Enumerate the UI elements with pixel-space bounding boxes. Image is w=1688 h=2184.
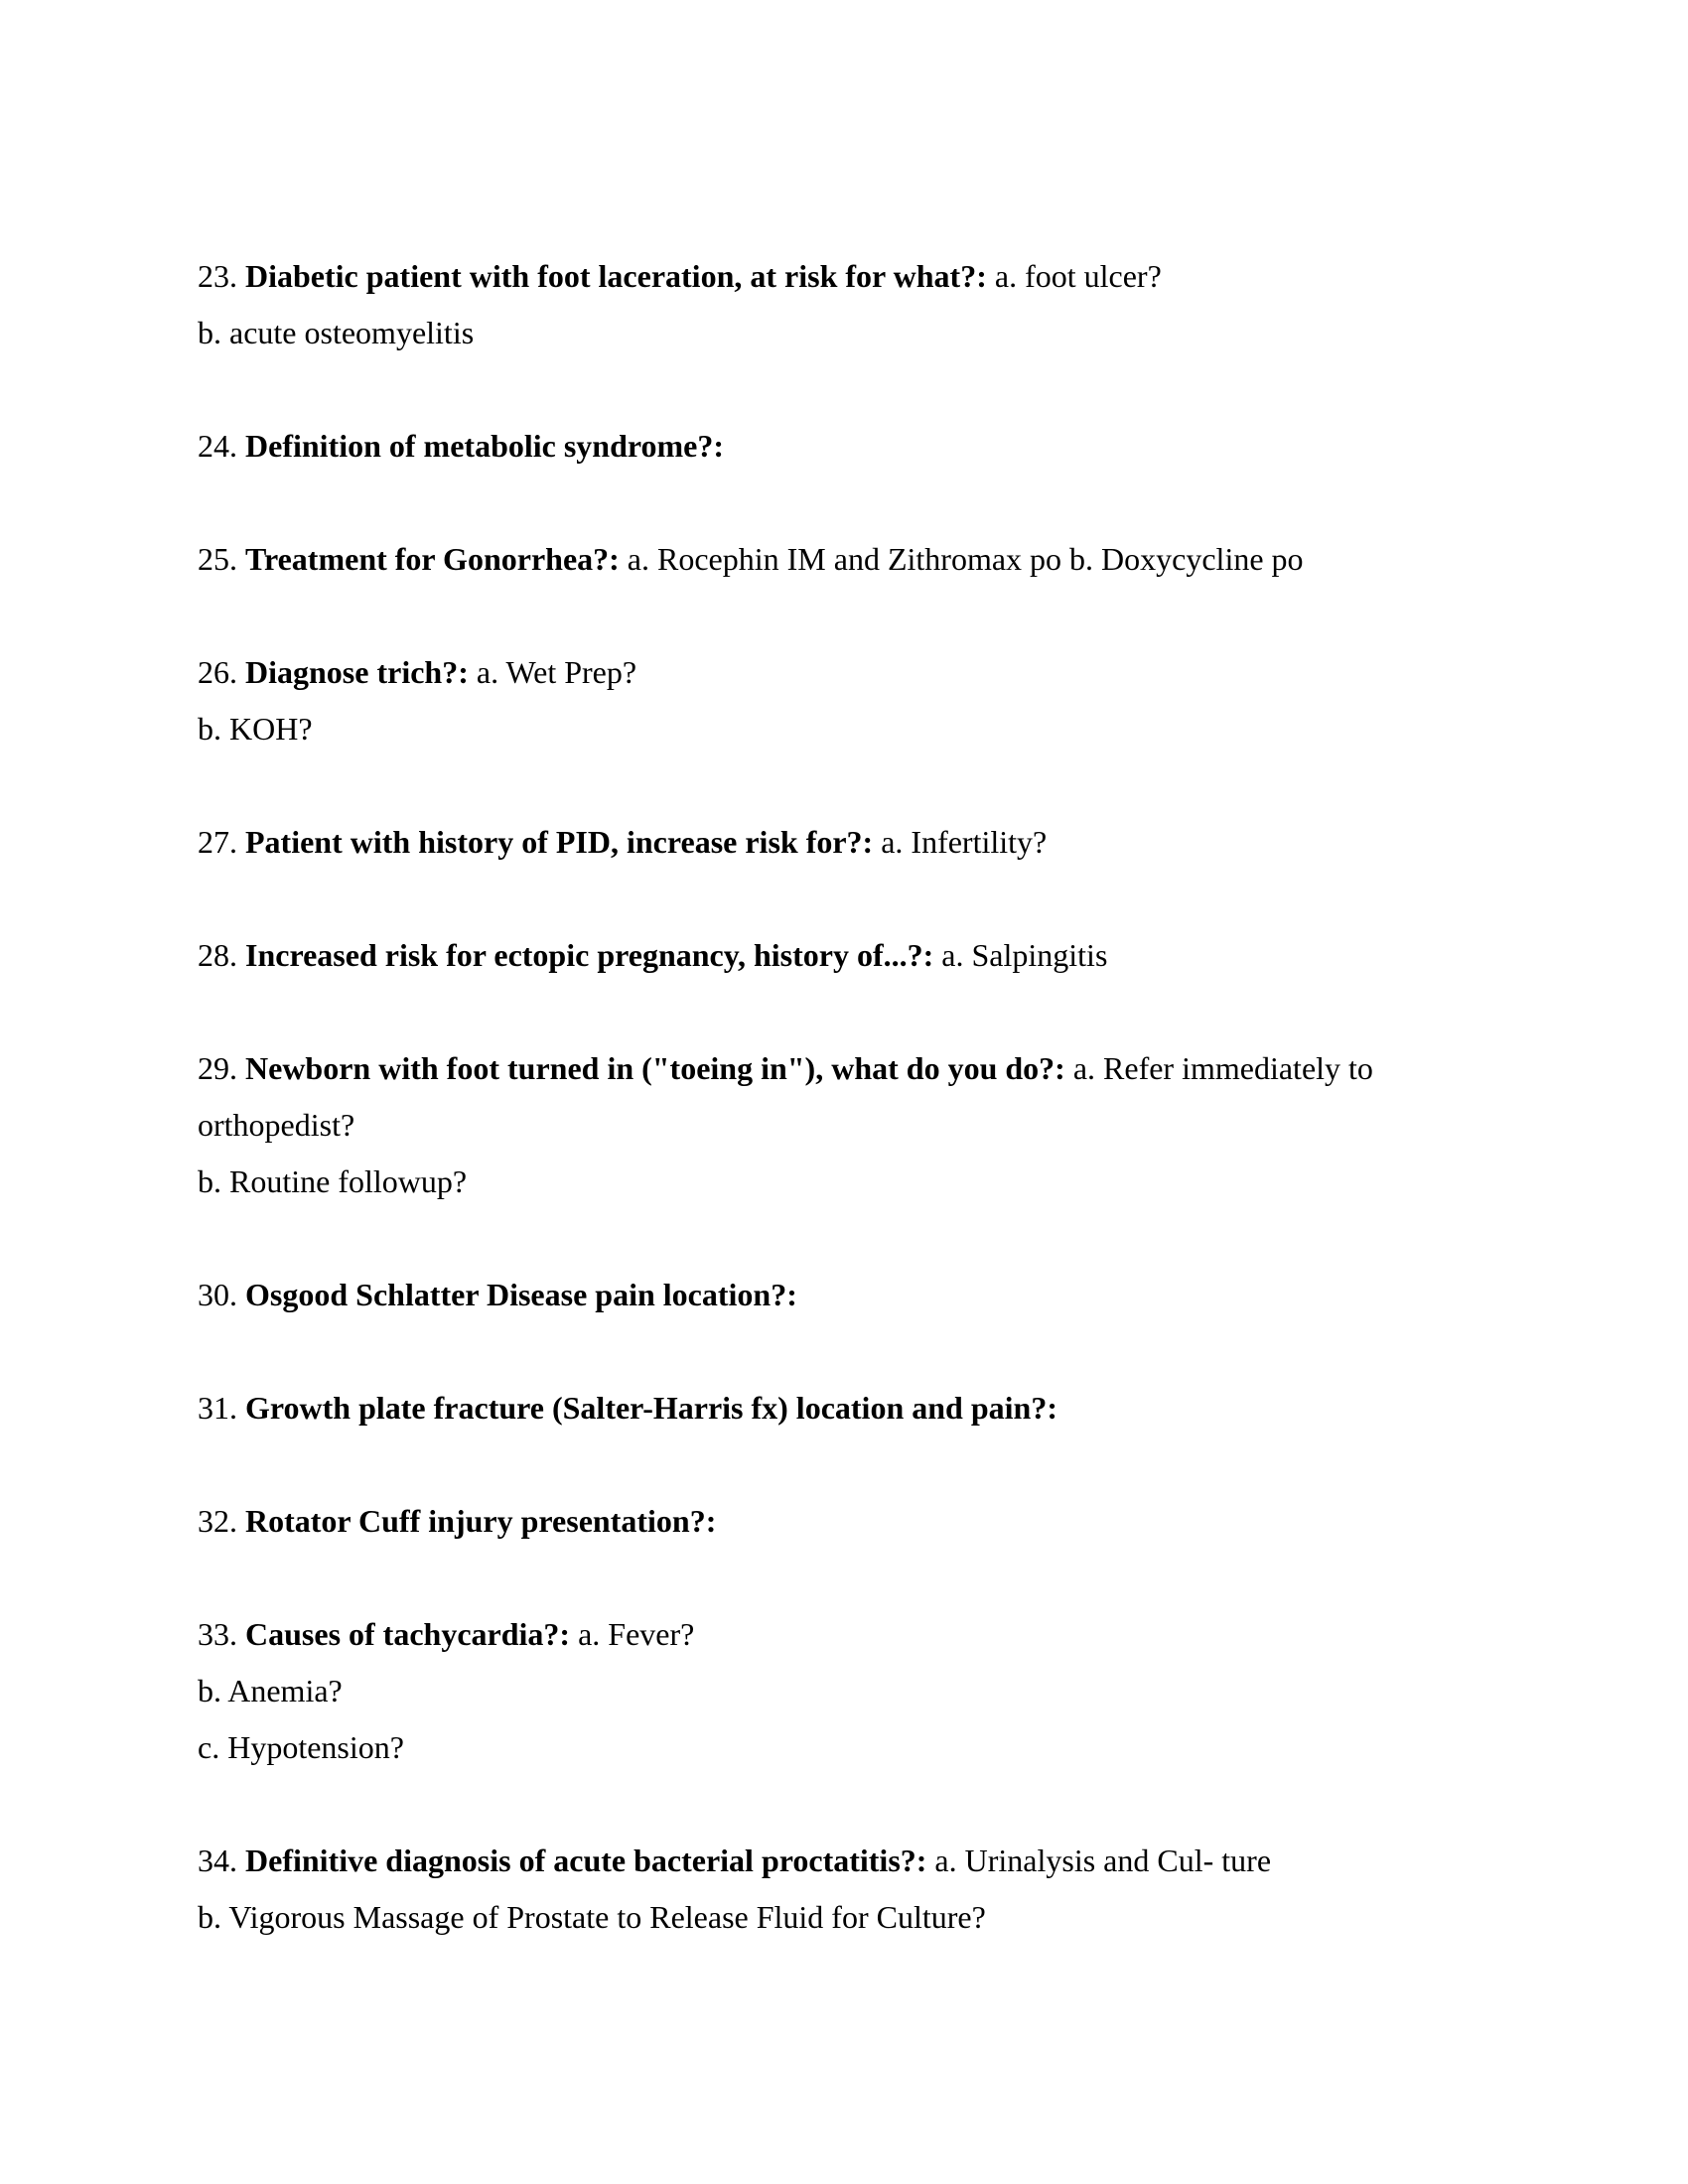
question-item-33 (198, 1606, 1488, 1776)
question-item-29 (198, 1040, 1488, 1210)
answer-option: a. Fever? (578, 1616, 695, 1652)
question-item-25 (198, 531, 1488, 588)
question-line (198, 1606, 1488, 1663)
question-item-32 (198, 1493, 1488, 1550)
question-text: Osgood Schlatter Disease pain location?: (245, 1277, 797, 1312)
question-text: Treatment for Gonorrhea?: (245, 541, 620, 577)
question-item-30 (198, 1267, 1488, 1323)
question-line (198, 1380, 1488, 1436)
question-number: 27. (198, 824, 237, 860)
question-list (198, 248, 1488, 2002)
question-text: Causes of tachycardia?: (245, 1616, 571, 1652)
question-text: Patient with history of PID, increase risk for?: (245, 824, 874, 860)
question-item-24 (198, 418, 1488, 475)
answer-option: a. Infertility? (881, 824, 1048, 860)
question-number: 23. (198, 258, 237, 294)
answer-option: a. Refer immediately to orthopedist? (198, 1050, 1373, 1143)
question-number: 34. (198, 1843, 237, 1878)
question-number: 32. (198, 1503, 237, 1539)
question-number: 33. (198, 1616, 237, 1652)
question-number: 25. (198, 541, 237, 577)
question-line (198, 1040, 1488, 1154)
question-item-28 (198, 927, 1488, 984)
question-item-27 (198, 814, 1488, 871)
question-text: Definition of metabolic syndrome?: (245, 428, 725, 464)
question-text: Diagnose trich?: (245, 654, 469, 690)
question-item-31 (198, 1380, 1488, 1436)
question-text: Growth plate fracture (Salter-Harris fx) location and pain?: (245, 1390, 1057, 1426)
answer-option: c. Hypotension? (198, 1729, 404, 1765)
question-text: Diabetic patient with foot laceration, at risk for what?: (245, 258, 987, 294)
answer-option: b. Anemia? (198, 1673, 343, 1708)
question-item-26 (198, 644, 1488, 757)
answer-option: b. Routine followup? (198, 1163, 468, 1199)
question-item-34 (198, 1833, 1488, 1946)
question-number: 30. (198, 1277, 237, 1312)
question-line (198, 531, 1488, 588)
answer-option: b. acute osteomyelitis (198, 315, 475, 350)
answer-option: b. Vigorous Massage of Prostate to Release Fluid for Culture? (198, 1899, 986, 1935)
question-line (198, 418, 1488, 475)
question-line (198, 1833, 1488, 1889)
question-text: Rotator Cuff injury presentation?: (245, 1503, 717, 1539)
question-number: 24. (198, 428, 237, 464)
question-text: Increased risk for ectopic pregnancy, history of...?: (245, 937, 934, 973)
question-item-23 (198, 248, 1488, 361)
question-line (198, 1267, 1488, 1323)
question-text: Newborn with foot turned in ("toeing in"), what do you do?: (245, 1050, 1065, 1086)
question-text: Definitive diagnosis of acute bacterial proctatitis?: (245, 1843, 927, 1878)
answer-option: a. Urinalysis and Cul- ture (934, 1843, 1272, 1878)
answer-option: a. Salpingitis (941, 937, 1108, 973)
question-line (198, 927, 1488, 984)
question-line (198, 644, 1488, 701)
question-number: 29. (198, 1050, 237, 1086)
question-line (198, 1493, 1488, 1550)
answer-option: b. KOH? (198, 711, 313, 747)
question-number: 28. (198, 937, 237, 973)
answer-option: a. foot ulcer? (994, 258, 1162, 294)
answer-option: a. Wet Prep? (476, 654, 637, 690)
question-line (198, 814, 1488, 871)
answer-option: a. Rocephin IM and Zithromax po b. Doxycycline po (627, 541, 1304, 577)
question-number: 31. (198, 1390, 237, 1426)
question-line (198, 248, 1488, 305)
question-number: 26. (198, 654, 237, 690)
